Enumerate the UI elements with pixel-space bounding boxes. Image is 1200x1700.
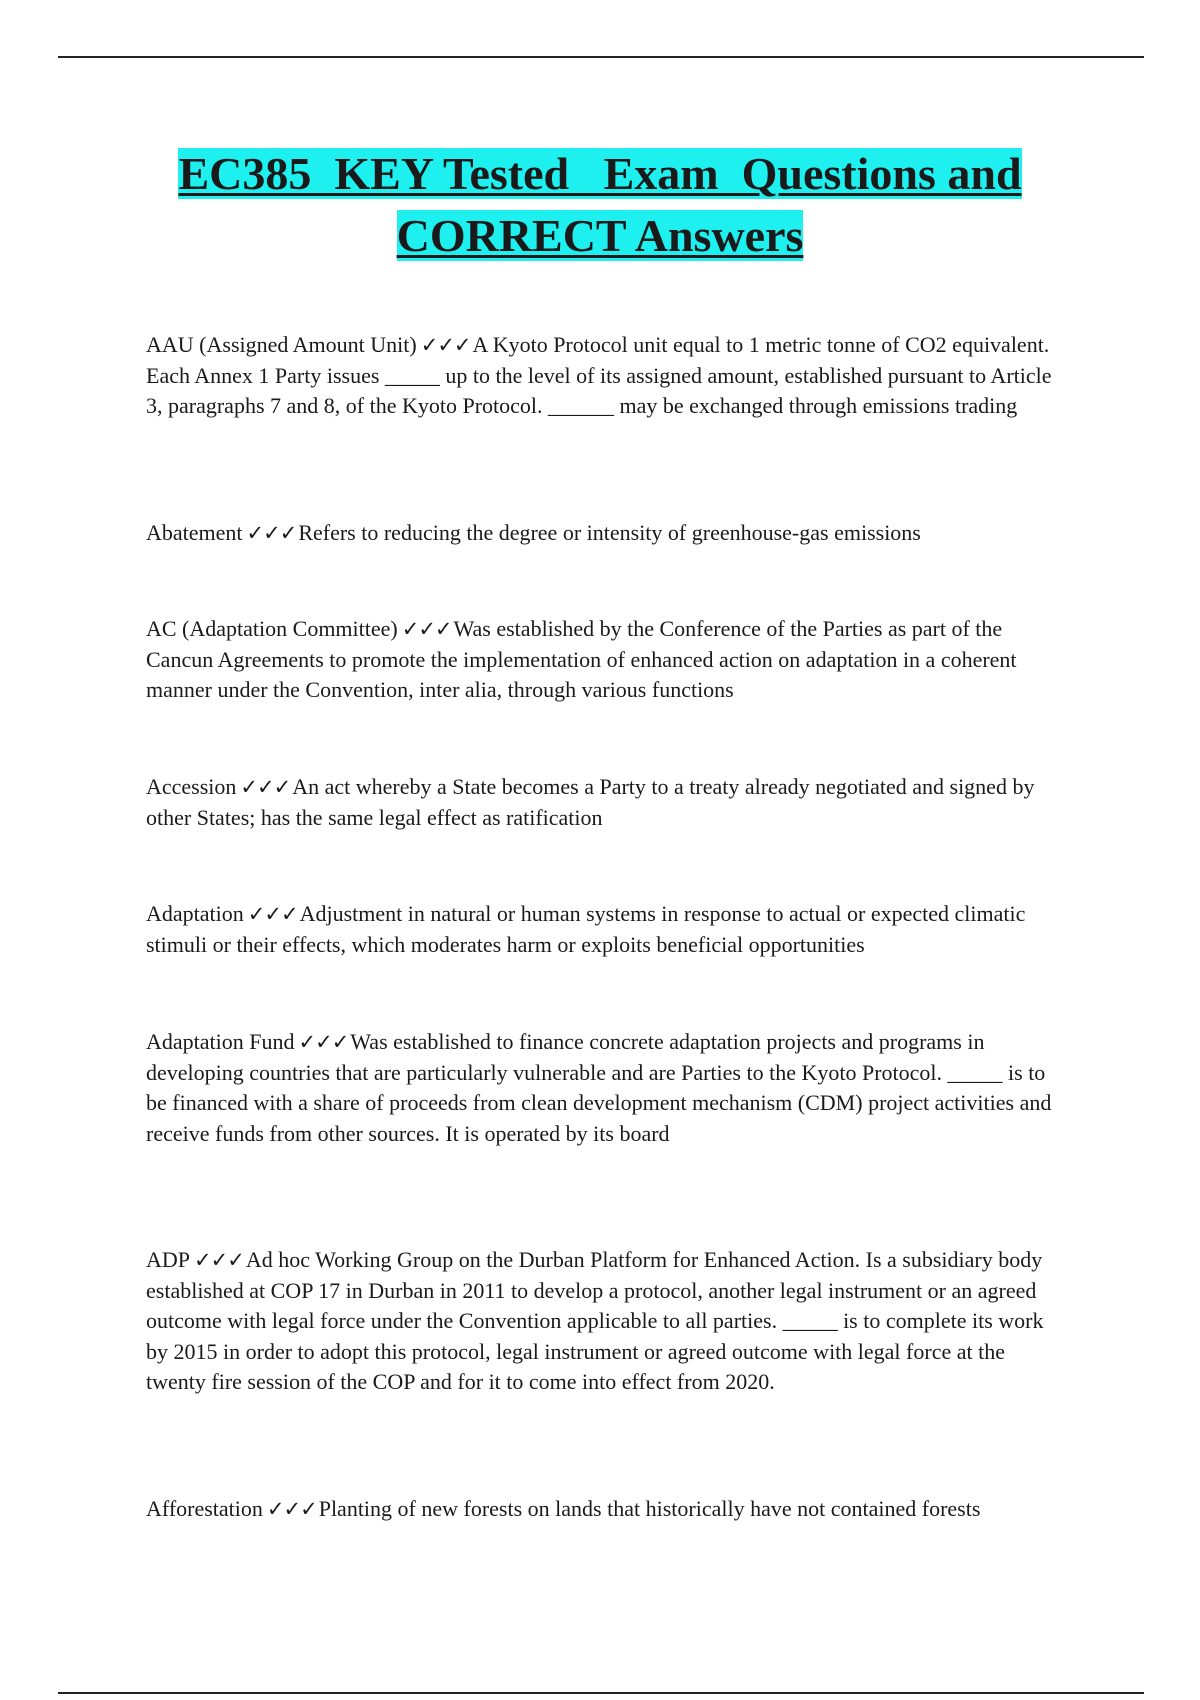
checkmark-icon: ✓✓✓ — [401, 617, 452, 641]
entry-definition: Refers to reducing the degree or intensity of greenhouse-gas emissions — [298, 520, 921, 545]
checkmark-icon: ✓✓✓ — [246, 521, 297, 545]
checkmark-icon: ✓✓✓ — [194, 1248, 244, 1272]
glossary-entry — [146, 1027, 1066, 1149]
title-line-1: EC385 KEY Tested Exam Questions and — [178, 148, 1022, 199]
entry-term: AAU (Assigned Amount Unit) — [146, 332, 417, 357]
glossary-entry — [146, 1245, 1066, 1398]
glossary-entry — [146, 899, 1066, 960]
footer-rule — [58, 1692, 1144, 1694]
title-line-2: CORRECT Answers — [396, 210, 804, 261]
entry-definition: Was established by the Conference of the Parties as part of the Cancun Agreements to promote the implementation of enhanced action on adaptation in a coherent manner under the Convention, inter alia, through various functions — [146, 616, 1017, 702]
entry-term: Afforestation — [146, 1496, 263, 1521]
document-title — [120, 143, 1080, 267]
checkmark-icon: ✓✓✓ — [240, 775, 291, 799]
entry-term: AC (Adaptation Committee) — [146, 616, 398, 641]
entry-definition: A Kyoto Protocol unit equal to 1 metric tonne of CO2 equivalent. Each Annex 1 Party issues _____ up to the level of its assigned amount, established pursuant to Article 3, paragraphs 7 and 8, of the Kyoto Protocol. ______ may be exchanged through emissions trading — [146, 332, 1052, 418]
glossary-entry — [146, 330, 1066, 422]
entry-term: ADP — [146, 1247, 191, 1272]
checkmark-icon: ✓✓✓ — [298, 1030, 349, 1054]
glossary-entry — [146, 518, 1066, 549]
entry-definition: Ad hoc Working Group on the Durban Platform for Enhanced Action. Is a subsidiary body established at COP 17 in Durban in 2011 to develop a protocol, another legal instrument or an agreed outcome with legal force under the Convention applicable to all parties. _____ is to complete its work by 2015 in order to adopt this protocol, legal instrument or agreed outcome with legal force at the twenty fire session of the COP and for it to come into effect from 2020. — [146, 1247, 1044, 1394]
glossary-entry — [146, 772, 1066, 833]
entry-definition: An act whereby a State becomes a Party to a treaty already negotiated and signed by other States; has the same legal effect as ratification — [146, 774, 1035, 830]
entry-term: Accession — [146, 774, 237, 799]
header-rule — [58, 56, 1144, 58]
entry-term: Adaptation — [146, 901, 244, 926]
checkmark-icon: ✓✓✓ — [420, 333, 471, 357]
glossary-entry — [146, 614, 1066, 706]
entry-definition: Adjustment in natural or human systems in response to actual or expected climatic stimuli or their effects, which moderates harm or exploits beneficial opportunities — [146, 901, 1026, 957]
glossary-entry — [146, 1494, 1066, 1525]
checkmark-icon: ✓✓✓ — [247, 902, 298, 926]
checkmark-icon: ✓✓✓ — [266, 1497, 317, 1521]
entry-term: Abatement — [146, 520, 243, 545]
entry-definition: Was established to finance concrete adaptation projects and programs in developing countries that are particularly vulnerable and are Parties to the Kyoto Protocol. _____ is to be financed with a share of proceeds from clean development mechanism (CDM) project activities and receive funds from other sources. It is operated by its board — [146, 1029, 1052, 1146]
entry-definition: Planting of new forests on lands that historically have not contained forests — [318, 1496, 981, 1521]
entry-term: Adaptation Fund — [146, 1029, 295, 1054]
